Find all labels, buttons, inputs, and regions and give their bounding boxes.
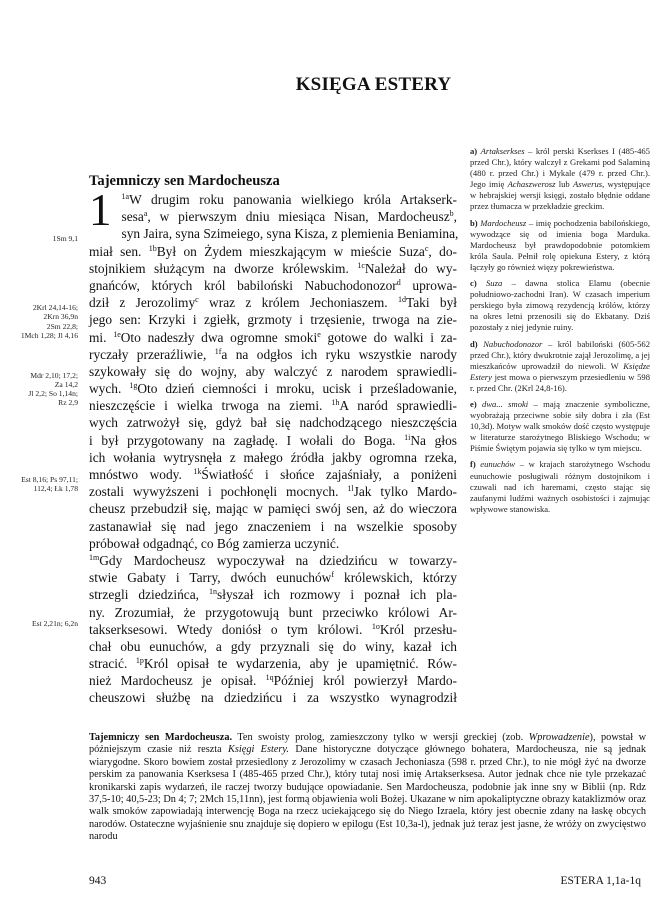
verse-text: Był on Żydem mieszkającym w mieście Suza xyxy=(156,243,425,259)
verse-line xyxy=(89,311,457,328)
verse-text: wych. xyxy=(89,381,130,397)
footnote-marker: b xyxy=(449,209,454,219)
verse-text: stwie Gabaty i Tarry, dwóch eunuchów xyxy=(89,570,332,586)
running-header: ESTERA 1,1a-1q xyxy=(560,875,641,887)
verse-line xyxy=(89,518,457,535)
verse-line xyxy=(89,535,457,552)
verse-text: A naród sprawiedli- xyxy=(339,398,457,414)
footnote-term: Aswerus xyxy=(572,179,603,190)
verse-line xyxy=(89,414,457,431)
verse-text: , xyxy=(453,209,457,225)
verse-text: słyszał ich rozmowy i poznał ich pla- xyxy=(217,587,457,603)
verse-line xyxy=(89,604,457,621)
chapter-number: 1 xyxy=(89,185,112,235)
commentary-text: Ten swoisty prolog, zamieszczony tylko w wersji greckiej (zob. xyxy=(232,732,529,743)
verse-text: takserksesowi. Wtedy doniósł o tym królowi. xyxy=(89,621,372,637)
footnote-term: Achaszwerosz xyxy=(507,179,556,190)
verse-text: W drugim roku panowania wielkiego króla Artakserk- xyxy=(129,192,457,207)
verse-text: próbował odgadnąć, co Bóg zamierza uczynić. xyxy=(89,535,340,551)
verse-number: 1p xyxy=(135,656,144,666)
footnote-term: Nabuchodonozor xyxy=(483,338,543,349)
verse-number: 1a xyxy=(121,192,130,201)
verse-text: cheuszowi służbę na dziedzińcu i za wszystko wynagrodził xyxy=(89,690,457,706)
verse-line xyxy=(89,432,457,449)
verse-text: gnańców, których król babiloński Nabuchodonozor xyxy=(89,277,397,293)
footnote-text: – w krajach starożytnego Wschodu eunuchowie posługiwali różnym dostojnikom i czuwali nad ich haremami, często stając się zaufanymi ludźmi ważnych osobistości i zajmując wpływowe stanowiska. xyxy=(470,459,650,514)
verse-line xyxy=(89,397,457,414)
verse-line xyxy=(89,449,457,466)
verse-number: 1e xyxy=(113,329,121,339)
verse-text: zastanawiał się nad jego znaczeniem i na wszelkie sposoby xyxy=(89,518,457,534)
footnote-label: d) xyxy=(470,338,484,349)
verse-text: Oto dzień ciemności i mroku, ucisk i prześladowanie, xyxy=(137,381,457,397)
verse-text: Król przesłu- xyxy=(379,621,457,637)
footnote-marker: c xyxy=(424,243,429,253)
verse-line xyxy=(89,277,457,294)
verse-number: 1m xyxy=(89,552,100,562)
verse-text: wych zatrwożył się, gdyż bał się nadchodzącego nieszczęścia xyxy=(89,415,457,431)
verse-line xyxy=(89,225,457,242)
verse-line xyxy=(89,569,457,586)
verse-line xyxy=(89,346,457,363)
verse-text: i był przygotowany na zagładę. I wołali do Boga. xyxy=(89,432,405,448)
verse-text: ich wołania wytrysnęła z małego źródła jakby ogromna rzeka, xyxy=(89,449,457,465)
footnote xyxy=(470,146,650,213)
verse-line xyxy=(89,638,457,655)
footnote-label: f) xyxy=(470,459,481,470)
scripture-body xyxy=(89,185,459,707)
footnote-marker: c xyxy=(195,295,199,305)
footnote-term: Artakserkses xyxy=(480,146,525,156)
verse-number: 1n xyxy=(209,587,218,597)
verse-line xyxy=(89,586,457,603)
verse-text: szykowały się do wojny, aby walczyć z narodem sprawiedli- xyxy=(89,363,457,379)
verse-text: jego sen: Krzyki i zgiełk, grzmoty i trzęsienie, trwoga na zie- xyxy=(89,312,457,328)
verse-line xyxy=(89,466,457,483)
commentary-ref: Księgi Estery. xyxy=(228,744,289,756)
verse-text: strzegli dziedzińca, xyxy=(89,587,210,603)
footnote-label: c) xyxy=(470,278,486,289)
footnote-text: jest mowa o pierwszym przesiedleniu w 598 r. przed Chr. (2Krl 24,8-16). xyxy=(470,371,650,393)
verse-line xyxy=(89,552,457,569)
footnote-text: – król babiloński (605-562 przed Chr.), który dwukrotnie zajął Jerozolimę, a jej mieszkańców uprowadził do niewoli. W xyxy=(470,338,651,371)
main-text-column xyxy=(89,172,457,707)
footnote-label: e) xyxy=(470,398,483,409)
page-number: 943 xyxy=(89,875,107,887)
footnote-text: lub xyxy=(555,179,573,190)
verse-text: gotowe do walki i za- xyxy=(320,329,457,345)
verse-line xyxy=(89,380,457,397)
verse-text: ryczały przeraźliwie, xyxy=(89,346,215,362)
footnote-text: – król perski Kserkses I (485-465 przed Chr.), który walczył z Grekami pod Salaminą (480 r. przed Chr.) i Mykale (479 r. przed Chr.). Jego imię xyxy=(470,146,650,190)
footnote xyxy=(470,339,650,394)
verse-text: sesa xyxy=(121,209,144,225)
footnote-term: eunuchów xyxy=(480,459,516,470)
verse-number: 1h xyxy=(331,398,340,408)
footnote-text: – imię pochodzenia babilońskiego, wywodzące się od imienia boga Marduka. Mardocheusz był prawdopodobnie potomkiem króla Saula. Pełnił rolę opiekuna Estery, z którą łączyły go również więzy pokrewieństwa. xyxy=(470,217,650,272)
footnote-marker: d xyxy=(396,277,401,287)
verse-line xyxy=(89,655,457,672)
footnote xyxy=(470,459,650,514)
commentary-ref: Wprowadzenie xyxy=(528,732,590,743)
footnotes-column xyxy=(470,146,650,520)
cross-reference: Est 2,21n; 6,2n xyxy=(32,619,78,628)
verse-line xyxy=(89,689,457,706)
footnote-text: – dawna stolica Elamu (obecnie południowo-zachodni Iran). W czasach imperium perskiego była zimową rezydencją królów, którzy na okres letni przenosili się do Ekbatany. Dziś pozostały z niej jedynie ruiny. xyxy=(470,278,650,333)
verse-text: chał obu eunuchów, a gdy przyznali się do winy, kazał ich xyxy=(89,638,457,654)
footnote-marker: f xyxy=(331,570,335,580)
verse-text: Światłość i słońce zajaśniały, a poniżeni xyxy=(201,467,457,482)
verse-line xyxy=(89,500,457,517)
verse-line xyxy=(89,191,457,208)
verse-number: 1i xyxy=(404,432,411,442)
footnote-term: Mardocheusz xyxy=(480,217,527,228)
verse-text: miał sen. xyxy=(89,243,149,259)
verse-text: zostali wywyższeni i pochłonęli mocnych. xyxy=(89,484,348,500)
cross-reference: 2Sm 22,8; 1Mch 1,28; Jl 4,16 xyxy=(20,322,78,340)
verse-line xyxy=(89,329,457,346)
verse-line xyxy=(89,260,457,277)
footnote xyxy=(470,399,650,454)
verse-text: Taki był xyxy=(405,295,458,311)
cross-reference: Mdr 2,10; 17,2; Za 14,2 xyxy=(30,371,78,389)
verse-text: nieszczęście i wielka trwoga na ziemi. xyxy=(89,398,332,414)
verse-number: 1o xyxy=(371,621,380,631)
footnote xyxy=(470,278,650,333)
verse-number: 1c xyxy=(357,260,365,270)
footnote-text: , występujące w hebrajskiej wersji księgi, zostało błędnie oddane przez tłumacza w przekładzie greckim. xyxy=(470,179,651,212)
verse-text: , w pierwszym dniu miesiąca Nisan, Mardocheusz xyxy=(147,209,450,225)
verse-number: 1k xyxy=(193,467,202,476)
commentary-heading: Tajemniczy sen Mardocheusza. xyxy=(89,732,233,743)
footnote xyxy=(470,218,650,273)
footnote-label: a) xyxy=(470,146,481,156)
cross-reference: 2Krl 24,14-16; 2Krn 36,9n xyxy=(32,303,78,321)
footnote-term: dwa... smoki xyxy=(482,398,529,409)
footnote-text: – mają znaczenie symboliczne, wyobrażają przeciwne sobie siły dobra i zła (Est 10,3d). Motyw walk smoków dość często występuje w literaturze starożytnego Bliskiego Wschodu; w Piśmie Świętym pojawia się tylko w tym miejscu. xyxy=(470,398,651,454)
verse-number: 1d xyxy=(397,295,406,305)
footnote-marker: a xyxy=(143,209,148,219)
verse-text: syn Jaira, syna Szimeiego, syna Kisza, z plemienia Beniamina, xyxy=(121,226,459,242)
verse-line xyxy=(89,243,457,260)
verse-text: mnóstwo wody. xyxy=(89,467,194,482)
verse-text: Na głos xyxy=(410,432,457,448)
verse-number: 1f xyxy=(214,346,222,356)
verse-text: królewskich, którzy xyxy=(334,570,457,586)
verse-text: , do- xyxy=(428,243,457,259)
footnote-marker: e xyxy=(317,329,321,339)
verse-text: mi. xyxy=(89,329,114,345)
verse-text: nież Mardocheusz je opisał. xyxy=(89,673,266,689)
verse-number: 1q xyxy=(265,673,274,683)
verse-text: a na odgłos ich ryku wszystkie narody xyxy=(221,346,457,362)
verse-text: Król opisał te wydarzenia, aby je upamiętnić. Rów- xyxy=(143,656,458,672)
verse-number: 1b xyxy=(148,243,157,253)
verse-text: Gdy Mardocheusz wypoczywał na dziedzińcu w towarzy- xyxy=(99,552,457,568)
verse-text: Należał do wy- xyxy=(364,260,458,276)
verse-line xyxy=(89,363,457,380)
verse-text: dził z Jerozolimy xyxy=(89,295,196,311)
verse-text: Oto nadeszły dwa ogromne smoki xyxy=(120,329,318,345)
verse-text: Jak tylko Mardo- xyxy=(353,484,458,500)
verse-line xyxy=(89,294,457,311)
footnote-label: b) xyxy=(470,217,481,228)
verse-line xyxy=(89,483,457,500)
verse-line xyxy=(89,621,457,638)
commentary-text: Dane historyczne dotyczące głównego bohatera, Mardocheusza, nie są jednak wiarygodne. Skoro bowiem został przesiedlony z Jerozolimy w czasach Jechoniasza (598 r. przed Chr.), to nie mógł żyć na dworze perskim za panowania Kserksesa I (485-465 przed Chr.), który tutaj nosi imię Artakserksesa. Autor jednak chce nie tyle przekazać kronikarski zapis wydarzeń, ile raczej tworzy budujące opowiadanie. Sen Mardocheusza, podobnie jak inne sny w Biblii (np. Rdz 37,5-10; 40,5-23; Dn 4; 7; 2Mch 15,11nn), jest formą objawienia woli Bożej. Ukazane w nim apokaliptyczne obrazy kataklizmów oraz walk smoków zapowiadają interwencję Boga na rzecz uciekającego się do Niego Izraela, który jest obecnie zdany na łaskę obcych narodów. Ostateczne wyjaśnienie snu znajduje się dopiero w epilogu (Est 10,3a-l), jednak już teraz jest jasne, że wróży on zwycięstwo narodu xyxy=(89,744,647,843)
section-heading: Tajemniczy sen Mardocheusza xyxy=(89,173,280,189)
commentary-text: ), powstał w późniejszym czasie niż reszta xyxy=(89,732,646,756)
footnote-term: Księdze Estery xyxy=(470,360,650,382)
footnote-term: Suza xyxy=(486,278,503,289)
cross-reference: 1Sm 9,1 xyxy=(52,234,78,243)
verse-text: wraz z królem Jechoniaszem. xyxy=(198,295,398,311)
verse-text: ny. Zrozumiał, że przygotowują bunt przeciwko królowi Ar- xyxy=(89,604,457,620)
verse-text: stracić. xyxy=(89,656,136,672)
verse-number: 1g xyxy=(129,381,138,391)
cross-reference: Est 8,16; Ps 97,11; 112,4; Łk 1,78 xyxy=(21,475,78,493)
cross-reference: Jl 2,2; So 1,14n; Rz 2,9 xyxy=(28,389,78,407)
verse-text: Później król powierzył Mardo- xyxy=(273,673,458,689)
commentary-block xyxy=(89,732,646,844)
verse-line xyxy=(89,208,457,225)
book-title: KSIĘGA ESTERY xyxy=(295,74,452,95)
verse-text: uprowa- xyxy=(400,277,457,293)
verse-number: 1l xyxy=(347,484,354,494)
verse-line xyxy=(89,672,457,689)
verse-text: stojnikiem służącym na dworze królewskim. xyxy=(89,260,358,276)
verse-text: cheusz przebudził się, mając w pamięci swój sen, aż do wieczora xyxy=(89,501,457,517)
